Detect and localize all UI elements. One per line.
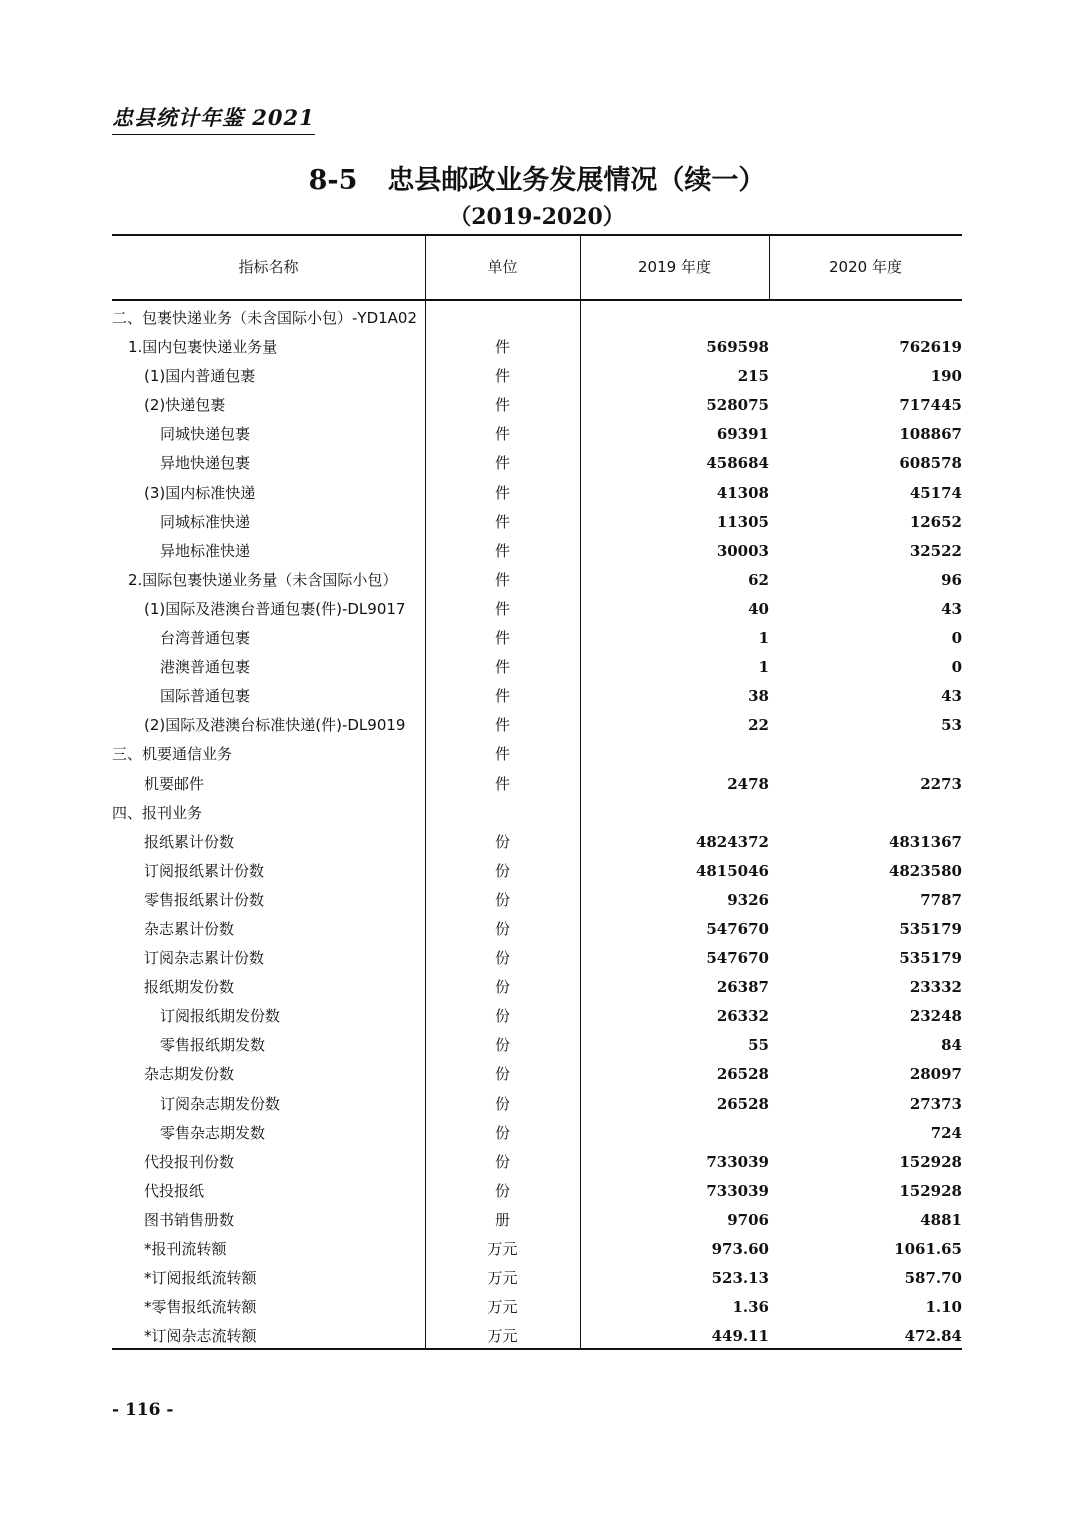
table-row	[112, 1235, 962, 1264]
table-row	[112, 1002, 962, 1031]
row-unit: 件	[494, 425, 510, 444]
table-row	[112, 508, 962, 537]
row-unit: 份	[494, 1065, 510, 1084]
row-value-2020: 2273	[920, 774, 962, 793]
row-value-2019: 55	[748, 1036, 769, 1055]
row-value-2020: 7787	[920, 890, 962, 909]
row-name: 杂志累计份数	[144, 919, 235, 938]
row-value-2020: 1.10	[925, 1298, 962, 1317]
row-name: 台湾普通包裹	[160, 629, 251, 648]
row-value-2020: 0	[951, 629, 962, 648]
table-row	[112, 1322, 962, 1351]
row-unit: 份	[494, 978, 510, 997]
row-value-2020: 472.84	[904, 1327, 962, 1346]
row-value-2019: 11305	[716, 512, 769, 531]
row-unit: 件	[494, 338, 510, 357]
row-value-2019: 2478	[727, 774, 769, 793]
row-value-2019: 528075	[706, 396, 769, 415]
table-row	[112, 566, 962, 595]
row-name: 1.国内包裹快递业务量	[128, 338, 278, 357]
row-value-2019: 41308	[716, 483, 769, 502]
row-name: *订阅报纸流转额	[144, 1269, 257, 1288]
row-value-2019: 547670	[706, 949, 769, 968]
row-value-2020: 96	[941, 570, 962, 589]
row-name: *报刊流转额	[144, 1240, 227, 1258]
row-unit: 份	[494, 1181, 510, 1200]
row-value-2020: 717445	[899, 396, 962, 415]
row-value-2019: 26528	[716, 1094, 769, 1113]
row-value-2020: 0	[951, 658, 962, 677]
row-name: 二、包裹快递业务（未含国际小包）-YD1A02	[112, 309, 418, 327]
row-value-2019: 523.13	[711, 1269, 769, 1288]
row-name: 2.国际包裹快递业务量（未含国际小包）	[128, 570, 398, 589]
table-row	[112, 449, 962, 478]
row-unit: 份	[494, 890, 510, 909]
table-body	[112, 304, 962, 1351]
row-name: 四、报刊业务	[112, 803, 203, 822]
row-unit: 份	[494, 1007, 510, 1026]
page-number: - 116 -	[112, 1400, 174, 1420]
header-2020: 2020 年度	[829, 258, 902, 276]
row-value-2019: 1.36	[732, 1298, 769, 1317]
row-unit: 万元	[487, 1327, 518, 1346]
row-value-2020: 43	[941, 599, 962, 618]
table-row	[112, 479, 962, 508]
row-value-2019: 1	[758, 629, 769, 648]
row-value-2020: 4881	[920, 1210, 962, 1229]
table-row	[112, 1119, 962, 1148]
row-unit: 件	[494, 774, 510, 793]
row-unit: 份	[494, 1152, 510, 1171]
row-value-2020: 190	[930, 367, 962, 386]
row-name: (1)国际及港澳台普通包裹(件)-DL9017	[144, 599, 406, 618]
row-value-2019: 458684	[706, 454, 769, 473]
table-row	[112, 1264, 962, 1293]
row-value-2020: 23248	[909, 1007, 962, 1026]
row-unit: 件	[494, 541, 510, 560]
table-row	[112, 595, 962, 624]
row-value-2020: 724	[930, 1123, 962, 1142]
table-row	[112, 1177, 962, 1206]
row-name: 三、机要通信业务	[112, 745, 233, 764]
table-row	[112, 333, 962, 362]
table-row	[112, 682, 962, 711]
row-value-2019: 22	[748, 716, 769, 735]
table-row	[112, 973, 962, 1002]
row-value-2020: 12652	[909, 512, 962, 531]
header-2019: 2019 年度	[638, 258, 711, 276]
table-row	[112, 1148, 962, 1177]
row-value-2020: 1061.65	[894, 1240, 962, 1258]
row-value-2019: 973.60	[711, 1240, 769, 1258]
row-value-2019: 69391	[716, 425, 769, 444]
row-value-2019: 9326	[727, 890, 769, 909]
row-value-2020: 4831367	[888, 832, 962, 851]
row-unit: 万元	[487, 1269, 518, 1288]
row-value-2020: 28097	[909, 1065, 962, 1084]
row-unit: 件	[494, 599, 510, 618]
table-row	[112, 944, 962, 973]
table-row	[112, 740, 962, 769]
page-title	[0, 158, 1074, 197]
row-value-2020: 4823580	[888, 861, 962, 880]
row-unit: 册	[494, 1210, 510, 1229]
row-name: 异地快递包裹	[160, 454, 251, 473]
row-name: 订阅杂志期发份数	[160, 1094, 281, 1113]
row-value-2020: 84	[941, 1036, 962, 1055]
table-row	[112, 1031, 962, 1060]
row-unit: 份	[494, 832, 510, 851]
row-value-2020: 535179	[899, 919, 962, 938]
row-unit: 万元	[487, 1298, 518, 1317]
row-unit: 份	[494, 919, 510, 938]
row-value-2020: 23332	[909, 978, 962, 997]
row-name: (2)快递包裹	[144, 396, 226, 415]
table-row	[112, 1090, 962, 1119]
table-row	[112, 391, 962, 420]
row-name: 代投报刊份数	[144, 1152, 235, 1171]
row-name: 同城快递包裹	[160, 425, 251, 444]
row-unit: 件	[494, 716, 510, 735]
page-subtitle: （2019-2020）	[449, 204, 625, 230]
table-number: 8-5	[308, 165, 358, 196]
table-row	[112, 857, 962, 886]
row-value-2019: 4824372	[695, 832, 769, 851]
row-name: 港澳普通包裹	[160, 658, 251, 677]
row-name: 零售杂志期发数	[160, 1123, 266, 1142]
row-name: (3)国内标准快递	[144, 483, 256, 502]
row-value-2020: 152928	[899, 1181, 962, 1200]
row-value-2019: 4815046	[695, 861, 769, 880]
table-row	[112, 1293, 962, 1322]
row-name: 异地标准快递	[160, 541, 251, 560]
row-unit: 件	[494, 367, 510, 386]
row-name: 国际普通包裹	[160, 687, 251, 706]
row-value-2020: 108867	[899, 425, 962, 444]
table-row	[112, 362, 962, 391]
row-unit: 件	[494, 512, 510, 531]
row-unit: 份	[494, 1094, 510, 1113]
row-value-2019: 547670	[706, 919, 769, 938]
row-value-2019: 215	[737, 367, 769, 386]
table-row	[112, 828, 962, 857]
row-value-2020: 27373	[909, 1094, 962, 1113]
row-name: 机要邮件	[144, 774, 205, 793]
row-unit: 份	[494, 949, 510, 968]
row-unit: 份	[494, 1036, 510, 1055]
row-value-2019: 733039	[706, 1181, 769, 1200]
row-name: 报纸期发份数	[144, 978, 235, 997]
row-value-2019: 38	[748, 687, 769, 706]
row-value-2020: 45174	[909, 483, 962, 502]
row-unit: 件	[494, 745, 510, 764]
row-unit: 份	[494, 861, 510, 880]
table-row	[112, 886, 962, 915]
row-value-2020: 762619	[899, 338, 962, 357]
row-name: 杂志期发份数	[144, 1065, 235, 1084]
title-text: 忠县邮政业务发展情况（续一）	[387, 165, 766, 196]
row-name: *零售报纸流转额	[144, 1298, 257, 1317]
row-name: 报纸累计份数	[144, 832, 235, 851]
table-row	[112, 1060, 962, 1089]
table-row	[112, 1206, 962, 1235]
row-name: *订阅杂志流转额	[144, 1327, 257, 1346]
row-unit: 件	[494, 658, 510, 677]
row-name: 同城标准快递	[160, 512, 251, 531]
row-value-2019: 26528	[716, 1065, 769, 1084]
table-row	[112, 653, 962, 682]
row-value-2019: 26387	[716, 978, 769, 997]
row-unit: 件	[494, 687, 510, 706]
row-unit: 万元	[487, 1240, 518, 1258]
table-row	[112, 304, 962, 333]
row-value-2020: 32522	[909, 541, 962, 560]
row-value-2019: 9706	[727, 1210, 769, 1229]
row-value-2020: 152928	[899, 1152, 962, 1171]
row-value-2019: 569598	[706, 338, 769, 357]
row-unit: 件	[494, 570, 510, 589]
row-value-2019: 62	[748, 570, 769, 589]
row-value-2019: 26332	[716, 1007, 769, 1026]
table-row	[112, 799, 962, 828]
row-value-2019: 449.11	[711, 1327, 769, 1346]
row-name: 订阅杂志累计份数	[144, 949, 265, 968]
row-value-2020: 53	[941, 716, 962, 735]
row-value-2019: 733039	[706, 1152, 769, 1171]
row-value-2020: 43	[941, 687, 962, 706]
table-row	[112, 537, 962, 566]
row-name: (2)国际及港澳台标准快递(件)-DL9019	[144, 716, 406, 735]
table-row	[112, 915, 962, 944]
statistics-table	[112, 234, 962, 1352]
row-unit: 件	[494, 629, 510, 648]
table-row	[112, 420, 962, 449]
row-value-2020: 535179	[899, 949, 962, 968]
row-unit: 件	[494, 483, 510, 502]
table-row	[112, 711, 962, 740]
row-value-2020: 608578	[899, 454, 962, 473]
row-value-2019: 30003	[716, 541, 769, 560]
header-indicator-name: 指标名称	[238, 258, 299, 276]
row-unit: 件	[494, 396, 510, 415]
table-header-rule	[112, 299, 962, 301]
header-unit: 单位	[487, 258, 518, 276]
row-name: 零售报纸累计份数	[144, 890, 265, 909]
row-name: 零售报纸期发数	[160, 1036, 266, 1055]
row-value-2019: 40	[748, 599, 769, 618]
row-name: 图书销售册数	[144, 1210, 235, 1229]
table-row	[112, 624, 962, 653]
row-name: 代投报纸	[144, 1181, 205, 1200]
row-value-2019: 1	[758, 658, 769, 677]
row-unit: 件	[494, 454, 510, 473]
row-name: (1)国内普通包裹	[144, 367, 256, 386]
row-unit: 份	[494, 1123, 510, 1142]
row-name: 订阅报纸累计份数	[144, 861, 265, 880]
running-head: 忠县统计年鉴 2021	[112, 102, 315, 135]
table-row	[112, 770, 962, 799]
row-value-2020: 587.70	[904, 1269, 962, 1288]
row-name: 订阅报纸期发份数	[160, 1007, 281, 1026]
